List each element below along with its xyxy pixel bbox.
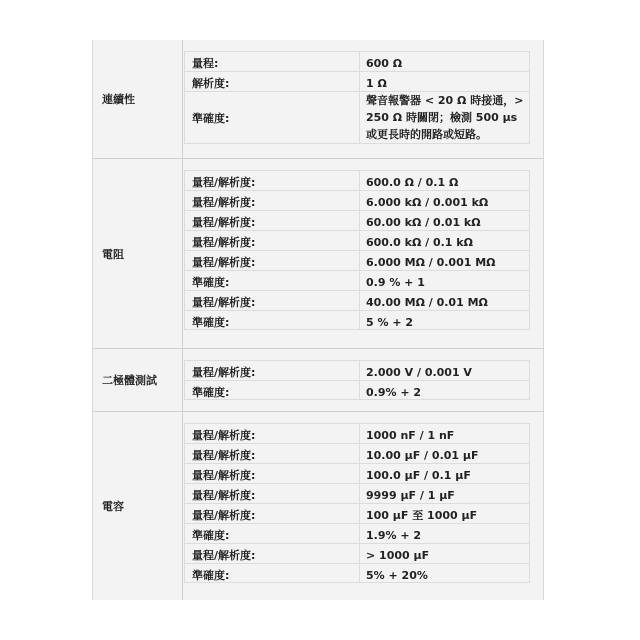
table-row bbox=[184, 270, 530, 290]
spec-rows bbox=[184, 360, 530, 400]
section-continuity bbox=[93, 40, 543, 158]
row-value: 60.00 kΩ / 0.01 kΩ bbox=[366, 216, 481, 229]
row-label: 量程/解析度: bbox=[185, 211, 360, 230]
row-label: 量程/解析度: bbox=[185, 171, 360, 190]
table-row bbox=[184, 91, 530, 144]
row-label: 準確度: bbox=[185, 271, 360, 290]
row-label: 量程/解析度: bbox=[185, 484, 360, 503]
row-value: 1 Ω bbox=[366, 77, 387, 90]
row-label: 準確度: bbox=[185, 311, 360, 329]
section-diode-test bbox=[93, 349, 543, 411]
row-label: 解析度: bbox=[185, 72, 360, 91]
table-row bbox=[184, 230, 530, 250]
table-row bbox=[184, 423, 530, 443]
category-label: 電阻 bbox=[102, 247, 124, 261]
row-value: 10.00 µF / 0.01 µF bbox=[366, 449, 479, 462]
table-row bbox=[184, 503, 530, 523]
table-row bbox=[184, 523, 530, 543]
table-row bbox=[184, 310, 530, 330]
table-row bbox=[184, 190, 530, 210]
category-label: 二極體測試 bbox=[102, 374, 157, 387]
spec-table bbox=[92, 40, 544, 600]
row-value: 聲音報警器 < 20 Ω 時接通，> 250 Ω 時關閉；檢測 500 µs 或更長時的開路或短路。 bbox=[366, 94, 524, 141]
table-row bbox=[184, 360, 530, 380]
row-value: 100 µF 至 1000 µF bbox=[366, 509, 478, 522]
table-row bbox=[184, 380, 530, 400]
row-label: 量程/解析度: bbox=[185, 191, 360, 210]
table-row bbox=[184, 250, 530, 270]
table-row bbox=[184, 170, 530, 190]
row-value: 1000 nF / 1 nF bbox=[366, 429, 455, 442]
row-label: 量程/解析度: bbox=[185, 424, 360, 443]
row-value: 5% + 20% bbox=[366, 569, 428, 582]
row-value: 0.9 % + 1 bbox=[366, 276, 425, 289]
category-label: 電容 bbox=[102, 500, 124, 513]
row-value: > 1000 µF bbox=[366, 549, 430, 562]
row-label: 準確度: bbox=[185, 381, 360, 399]
row-label: 量程/解析度: bbox=[185, 361, 360, 380]
row-label: 量程/解析度: bbox=[185, 231, 360, 250]
row-value: 9999 µF / 1 µF bbox=[366, 489, 455, 502]
row-label: 準確度: bbox=[185, 92, 360, 143]
row-label: 準確度: bbox=[185, 564, 360, 582]
divider bbox=[182, 159, 183, 348]
table-row bbox=[184, 51, 530, 71]
row-value: 40.00 MΩ / 0.01 MΩ bbox=[366, 296, 488, 309]
row-label: 量程/解析度: bbox=[185, 464, 360, 483]
category-label: 連續性 bbox=[102, 93, 135, 106]
table-row bbox=[184, 543, 530, 563]
row-label: 量程/解析度: bbox=[185, 504, 360, 523]
row-label: 量程: bbox=[185, 52, 360, 71]
table-row bbox=[184, 483, 530, 503]
row-value: 6.000 MΩ / 0.001 MΩ bbox=[366, 256, 496, 269]
row-value: 600.0 Ω / 0.1 Ω bbox=[366, 176, 459, 189]
row-value: 5 % + 2 bbox=[366, 316, 414, 329]
table-row bbox=[184, 563, 530, 583]
row-value: 6.000 kΩ / 0.001 kΩ bbox=[366, 196, 489, 209]
spec-rows bbox=[184, 423, 530, 583]
section-capacitance bbox=[93, 412, 543, 600]
table-row bbox=[184, 443, 530, 463]
spec-rows bbox=[184, 51, 530, 144]
row-label: 準確度: bbox=[185, 524, 360, 543]
section-resistance bbox=[93, 159, 543, 348]
table-row bbox=[184, 210, 530, 230]
row-label: 量程/解析度: bbox=[185, 291, 360, 310]
row-label: 量程/解析度: bbox=[185, 444, 360, 463]
spec-rows bbox=[184, 170, 530, 330]
divider bbox=[182, 349, 183, 411]
row-value: 600 Ω bbox=[366, 57, 403, 70]
table-row bbox=[184, 463, 530, 483]
row-label: 量程/解析度: bbox=[185, 544, 360, 563]
row-value: 1.9% + 2 bbox=[366, 529, 422, 542]
row-value: 2.000 V / 0.001 V bbox=[366, 366, 472, 379]
row-value: 600.0 kΩ / 0.1 kΩ bbox=[366, 236, 473, 249]
divider bbox=[182, 40, 183, 158]
divider bbox=[182, 412, 183, 600]
row-label: 量程/解析度: bbox=[185, 251, 360, 270]
row-value: 100.0 µF / 0.1 µF bbox=[366, 469, 471, 482]
table-row bbox=[184, 290, 530, 310]
row-value: 0.9% + 2 bbox=[366, 386, 422, 399]
table-row bbox=[184, 71, 530, 91]
